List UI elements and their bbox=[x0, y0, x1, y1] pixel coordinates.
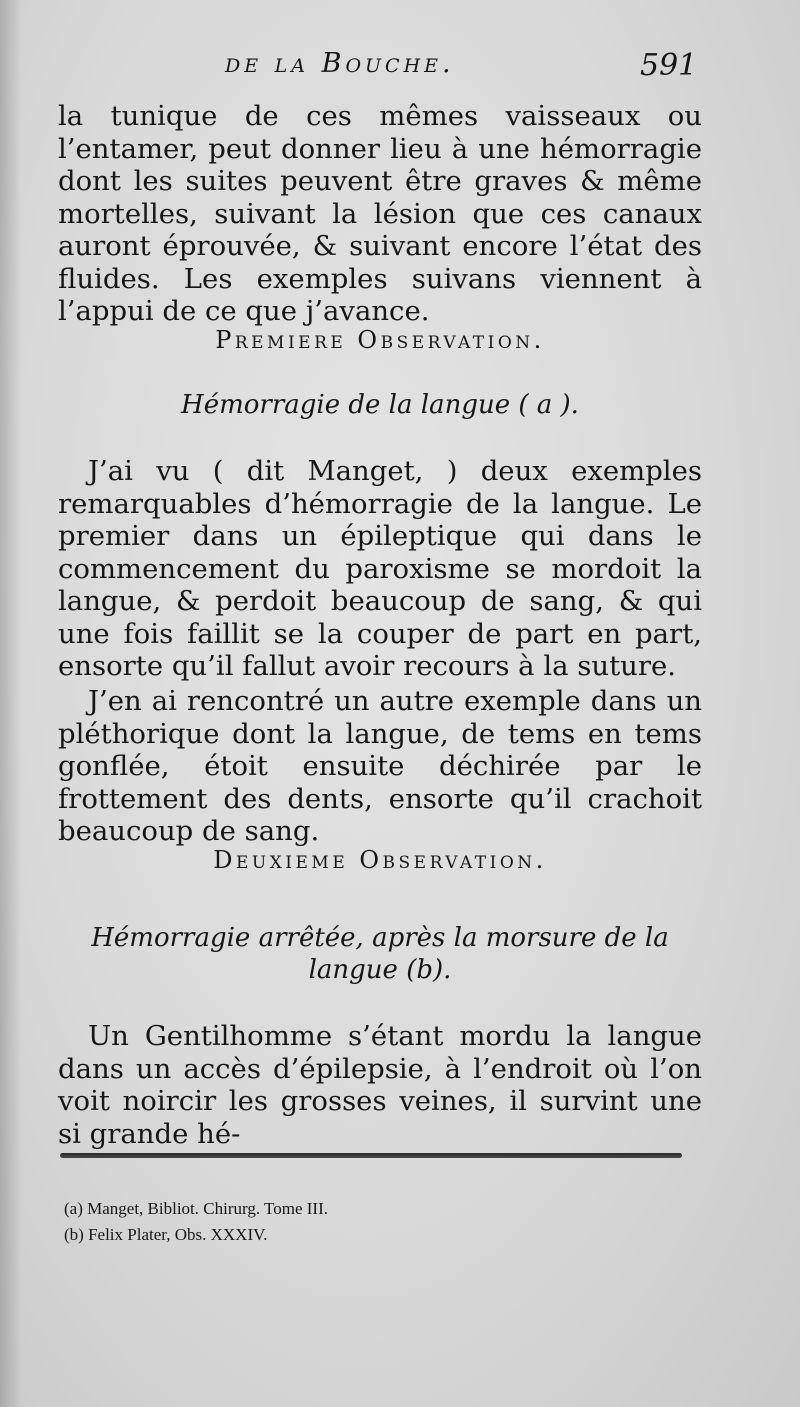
observation-1-heading: Premiere Observation. bbox=[215, 326, 545, 354]
running-title: de la Bouche. bbox=[225, 48, 455, 79]
intro-paragraph: la tunique de ces mêmes vaisseaux ou l’entamer, peut donner lieu à une hémorragie dont les suites peuvent être graves & même mortelles, suivant la lésion que ces canaux auront éprouvée, & suivant encore l’état des fluides. Les exemples suivans viennent à l’appui de ce que j’avance. bbox=[58, 100, 702, 327]
observation-1-paragraph-1-block bbox=[58, 455, 702, 683]
footnotes bbox=[64, 1196, 624, 1248]
observation-1-paragraph-2: J’en ai rencontré un autre exemple dans un pléthorique dont la langue, de tems en tems gonflée, étoit ensuite déchirée par le frottement des dents, ensorte qu’il crachoit beaucoup de sang. bbox=[58, 685, 702, 847]
footnote-rule bbox=[60, 1153, 682, 1158]
observation-1-paragraph-2-block bbox=[58, 685, 702, 848]
observation-2-subtitle: Hémorragie arrêtée, après la morsure de la langue (b). bbox=[91, 923, 669, 985]
page-number: 591 bbox=[640, 48, 698, 83]
footnote-b: (b) Felix Plater, Obs. XXXIV. bbox=[64, 1225, 268, 1244]
footnote-a: (a) Manget, Bibliot. Chirurg. Tome III. bbox=[64, 1199, 328, 1218]
intro-paragraph-block bbox=[58, 100, 702, 328]
observation-1-paragraph-1: J’ai vu ( dit Manget, ) deux exemples remarquables d’hémorragie de la langue. Le premier dans un épileptique qui dans le commencement du paroxisme se mordoit la langue, & perdoit beaucoup de sang, & qui une fois faillit se la couper de part en part, ensorte qu’il fallut avoir recours à la suture. bbox=[58, 455, 702, 682]
observation-2-paragraph: Un Gentilhomme s’étant mordu la langue dans un accès d’épilepsie, à l’endroit où l’on voit noircir les grosses veines, il survint une si grande hé- bbox=[58, 1020, 702, 1150]
observation-2-paragraph-block bbox=[58, 1020, 702, 1150]
observation-2-heading: Deuxieme Observation. bbox=[213, 846, 547, 874]
page-gutter-shadow bbox=[0, 0, 22, 1407]
observation-1-subtitle: Hémorragie de la langue ( a ). bbox=[181, 390, 579, 420]
